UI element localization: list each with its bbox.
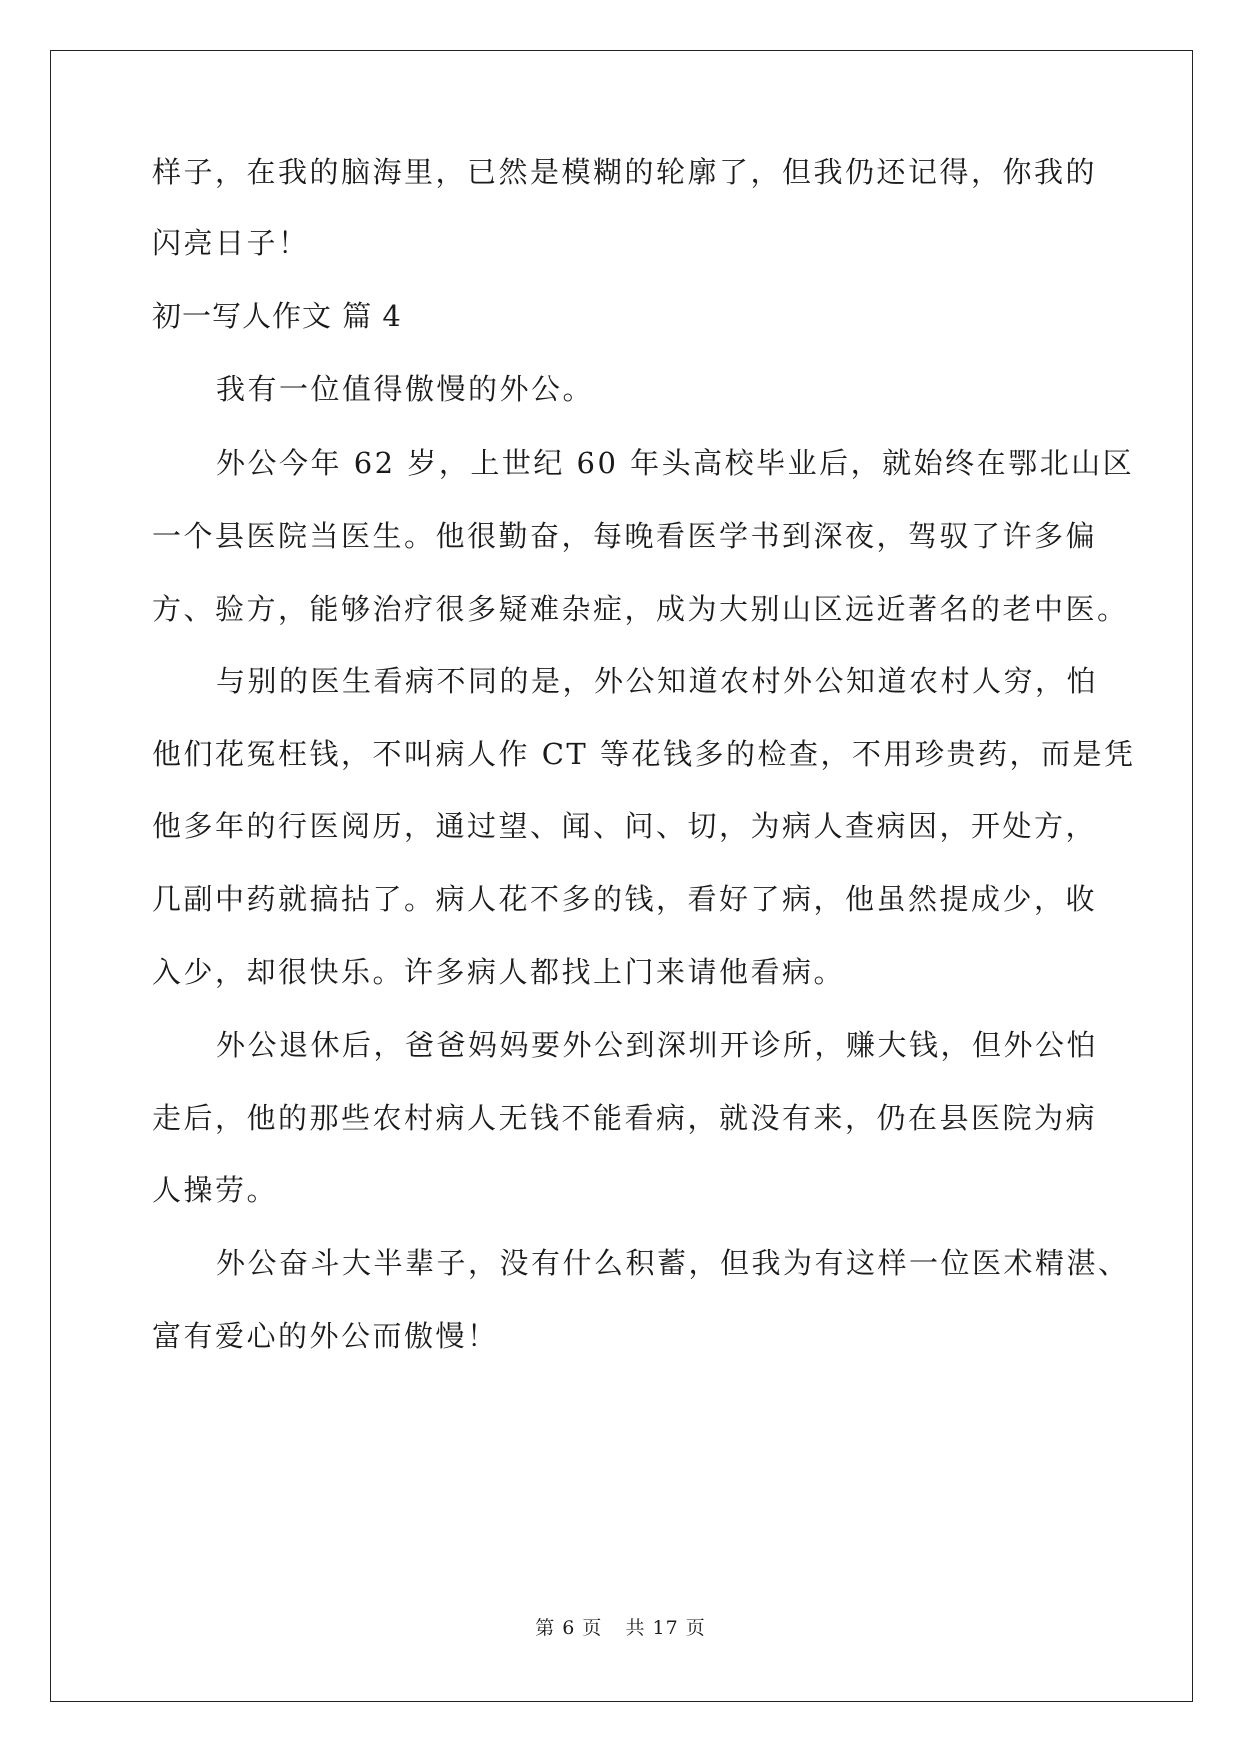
body-line: 几副中药就搞拈了。病人花不多的钱，看好了病，他虽然提成少，收	[152, 882, 1098, 916]
body-line: 走后，他的那些农村病人无钱不能看病，就没有来，仍在县医院为病	[152, 1101, 1098, 1135]
body-line: 我有一位值得傲慢的外公。	[216, 372, 595, 406]
body-line: 他们花冤枉钱，不叫病人作 CT 等花钱多的检查，不用珍贵药，而是凭	[152, 737, 1136, 771]
body-line: 富有爱心的外公而傲慢！	[152, 1319, 499, 1353]
body-line: 外公退休后，爸爸妈妈要外公到深圳开诊所，赚大钱，但外公怕	[216, 1028, 1099, 1062]
total-page-count: 共 17 页	[625, 1617, 706, 1639]
body-line: 外公奋斗大半辈子，没有什么积蓄，但我为有这样一位医术精湛、	[216, 1246, 1130, 1280]
body-line: 他多年的行医阅历，通过望、闻、问、切，为病人查病因，开处方，	[152, 809, 1098, 843]
body-line: 样子，在我的脑海里，已然是模糊的轮廓了，但我仍还记得，你我的	[152, 155, 1098, 189]
current-page-number: 第 6 页	[535, 1617, 603, 1639]
body-line: 一个县医院当医生。他很勤奋，每晚看医学书到深夜，驾驭了许多偏	[152, 519, 1098, 553]
section-heading: 初一写人作文 篇 4	[152, 299, 402, 333]
body-line: 方、验方，能够治疗很多疑难杂症，成为大别山区远近著名的老中医。	[152, 592, 1129, 626]
page-footer	[0, 1616, 1241, 1640]
body-line: 入少，却很快乐。许多病人都找上门来请他看病。	[152, 955, 846, 989]
body-line: 与别的医生看病不同的是，外公知道农村外公知道农村人穷，怕	[216, 664, 1099, 698]
body-line: 闪亮日子！	[152, 226, 310, 260]
body-line: 人操劳。	[152, 1173, 279, 1207]
body-line: 外公今年 62 岁，上世纪 60 年头高校毕业后，就始终在鄂北山区	[216, 446, 1135, 480]
